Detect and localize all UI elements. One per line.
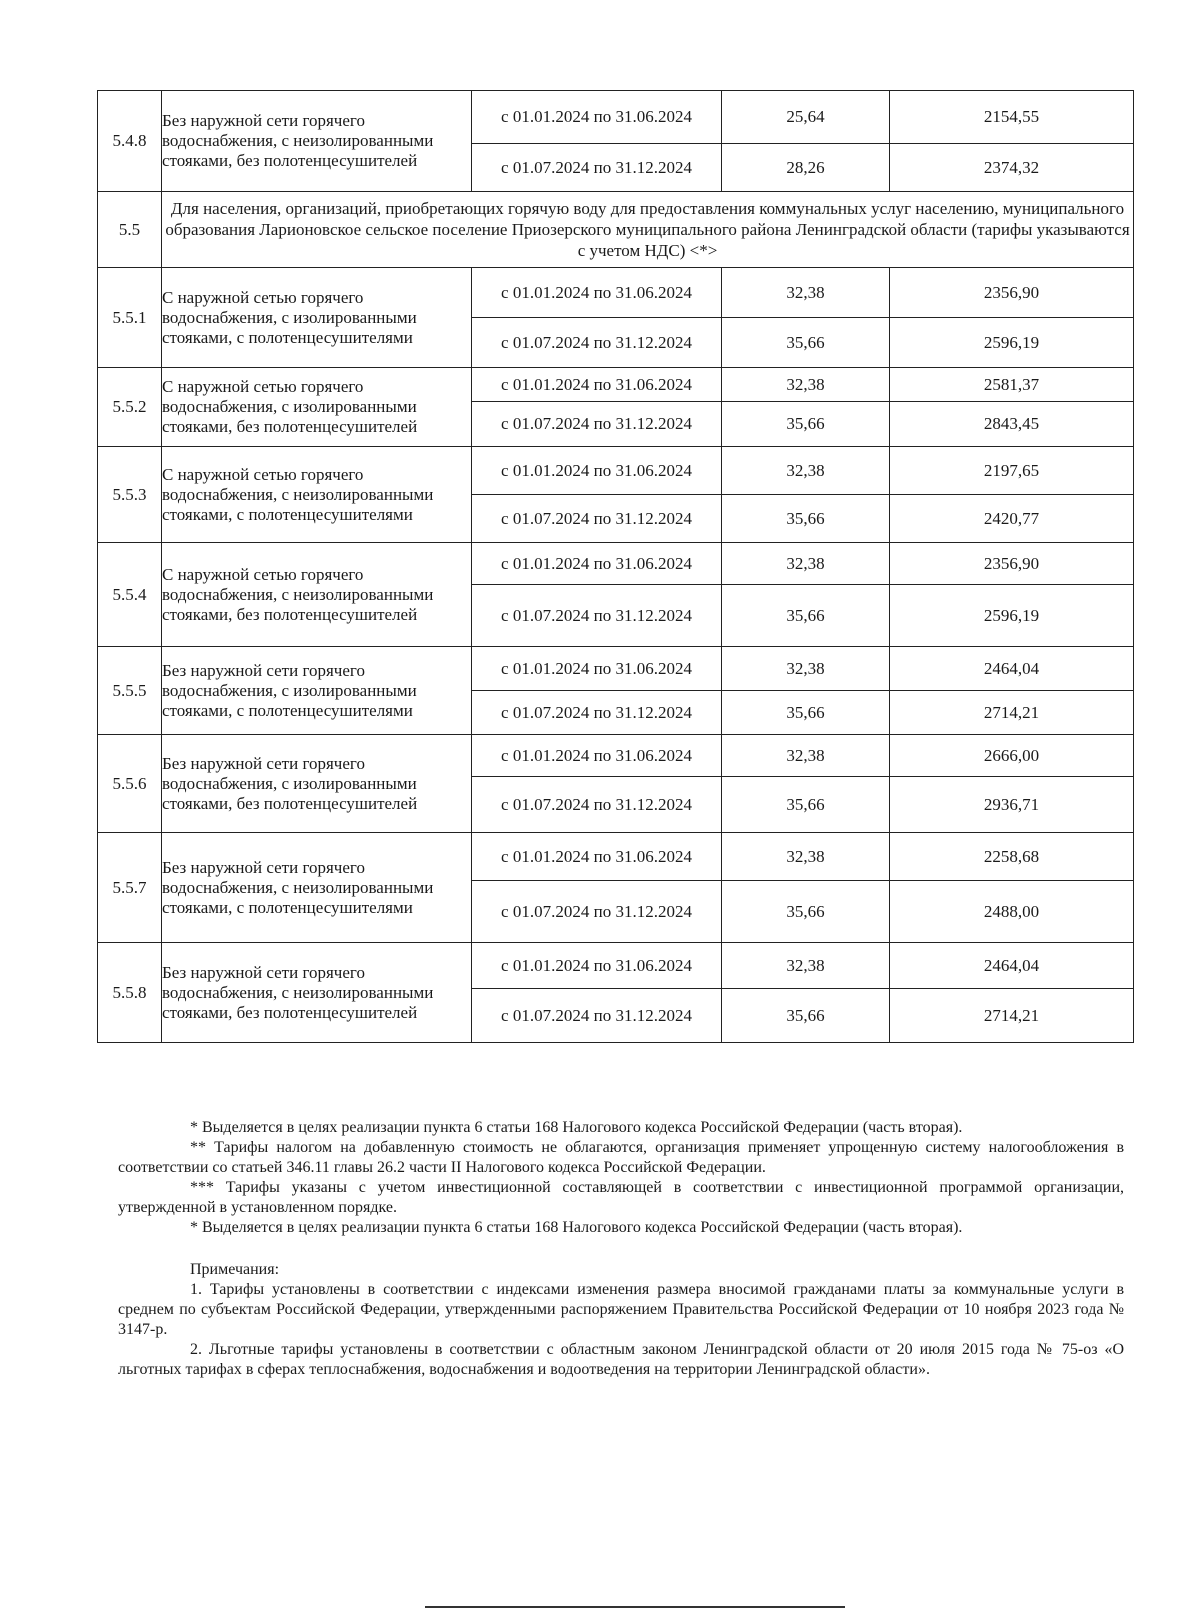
period-cell: с 01.01.2024 по 31.06.2024	[472, 91, 722, 144]
row-description: Без наружной сети горячего водоснабжения, с неизолированными стояками, без полотенцесушителей	[162, 943, 472, 1043]
row-number: 5.5.7	[98, 833, 162, 943]
value-cell: 2714,21	[890, 691, 1134, 735]
row-description: Без наружной сети горячего водоснабжения, с неизолированными стояками, с полотенцесушителями	[162, 833, 472, 943]
table-row	[98, 91, 1134, 144]
rate-cell: 35,66	[722, 585, 890, 647]
period-cell: с 01.01.2024 по 31.06.2024	[472, 368, 722, 402]
footnote-2: ** Тарифы налогом на добавленную стоимость не облагаются, организация применяет упрощенную систему налогообложения в соответствии со статьей 346.11 главы 26.2 части II Налогового кодекса Российской Федерации.	[118, 1139, 1124, 1176]
footnote-3: *** Тарифы указаны с учетом инвестиционной составляющей в соответствии с инвестиционной программой организации, утвержденной в установленном порядке.	[118, 1179, 1124, 1216]
row-description: С наружной сетью горячего водоснабжения, с изолированными стояками, без полотенцесушителей	[162, 368, 472, 447]
row-number: 5.5.2	[98, 368, 162, 447]
rate-cell: 35,66	[722, 318, 890, 368]
period-cell: с 01.07.2024 по 31.12.2024	[472, 585, 722, 647]
row-number: 5.5.1	[98, 268, 162, 368]
row-number: 5.5.6	[98, 735, 162, 833]
note-1: 1. Тарифы установлены в соответствии с индексами изменения размера вносимой гражданами платы за коммунальные услуги в среднем по субъектам Российской Федерации, утвержденными распоряжением Правительства Российской Федерации от 10 ноября 2023 года № 3147-р.	[118, 1281, 1124, 1338]
value-cell: 2666,00	[890, 735, 1134, 777]
value-cell: 2420,77	[890, 495, 1134, 543]
footnote-1: * Выделяется в целях реализации пункта 6 статьи 168 Налогового кодекса Российской Федерации (часть вторая).	[190, 1119, 963, 1136]
value-cell: 2464,04	[890, 943, 1134, 989]
period-cell: с 01.07.2024 по 31.12.2024	[472, 777, 722, 833]
period-cell: с 01.01.2024 по 31.06.2024	[472, 447, 722, 495]
rate-cell: 35,66	[722, 881, 890, 943]
bottom-rule	[425, 1606, 845, 1608]
period-cell: с 01.07.2024 по 31.12.2024	[472, 318, 722, 368]
rate-cell: 28,26	[722, 144, 890, 192]
rate-cell: 25,64	[722, 91, 890, 144]
table-row	[98, 735, 1134, 777]
value-cell: 2356,90	[890, 543, 1134, 585]
table-row	[98, 943, 1134, 989]
rate-cell: 35,66	[722, 495, 890, 543]
notes-caption: Примечания:	[190, 1261, 280, 1278]
rate-cell: 32,38	[722, 833, 890, 881]
tariff-table	[97, 90, 1134, 1043]
footnote-4: * Выделяется в целях реализации пункта 6 статьи 168 Налогового кодекса Российской Федерации (часть вторая).	[190, 1219, 963, 1236]
period-cell: с 01.01.2024 по 31.06.2024	[472, 647, 722, 691]
period-cell: с 01.07.2024 по 31.12.2024	[472, 144, 722, 192]
value-cell: 2936,71	[890, 777, 1134, 833]
row-number: 5.5.5	[98, 647, 162, 735]
value-cell: 2258,68	[890, 833, 1134, 881]
rate-cell: 35,66	[722, 402, 890, 447]
note-2: 2. Льготные тарифы установлены в соответствии с областным законом Ленинградской области от 20 июля 2015 года № 75-оз «О льготных тарифах в сферах теплоснабжения, водоснабжения и водоотведения на территории Ленинградской области».	[118, 1341, 1124, 1378]
value-cell: 2464,04	[890, 647, 1134, 691]
rate-cell: 32,38	[722, 735, 890, 777]
value-cell: 2356,90	[890, 268, 1134, 318]
value-cell: 2596,19	[890, 585, 1134, 647]
row-number: 5.5.8	[98, 943, 162, 1043]
value-cell: 2197,65	[890, 447, 1134, 495]
row-number: 5.5.4	[98, 543, 162, 647]
period-cell: с 01.01.2024 по 31.06.2024	[472, 268, 722, 318]
row-description: Без наружной сети горячего водоснабжения, с неизолированными стояками, без полотенцесушителей	[162, 91, 472, 192]
rate-cell: 35,66	[722, 777, 890, 833]
period-cell: с 01.07.2024 по 31.12.2024	[472, 691, 722, 735]
rate-cell: 35,66	[722, 989, 890, 1043]
value-cell: 2374,32	[890, 144, 1134, 192]
section-row	[98, 192, 1134, 268]
table-row	[98, 647, 1134, 691]
row-description: С наружной сетью горячего водоснабжения, с изолированными стояками, с полотенцесушителями	[162, 268, 472, 368]
row-description: Без наружной сети горячего водоснабжения, с изолированными стояками, без полотенцесушителей	[162, 735, 472, 833]
period-cell: с 01.01.2024 по 31.06.2024	[472, 833, 722, 881]
period-cell: с 01.07.2024 по 31.12.2024	[472, 989, 722, 1043]
table-row	[98, 268, 1134, 318]
value-cell: 2154,55	[890, 91, 1134, 144]
period-cell: с 01.01.2024 по 31.06.2024	[472, 943, 722, 989]
period-cell: с 01.01.2024 по 31.06.2024	[472, 543, 722, 585]
table-row	[98, 833, 1134, 881]
rate-cell: 32,38	[722, 543, 890, 585]
rate-cell: 32,38	[722, 368, 890, 402]
row-number: 5.5.3	[98, 447, 162, 543]
row-description: Без наружной сети горячего водоснабжения, с изолированными стояками, с полотенцесушителями	[162, 647, 472, 735]
table-row	[98, 447, 1134, 495]
value-cell: 2714,21	[890, 989, 1134, 1043]
rate-cell: 35,66	[722, 691, 890, 735]
rate-cell: 32,38	[722, 647, 890, 691]
section-heading: Для населения, организаций, приобретающих горячую воду для предоставления коммунальных услуг населению, муниципального образования Ларионовское сельское поселение Приозерского муниципального района Ленинградской области (тарифы указываются с учетом НДС) <*>	[162, 192, 1134, 268]
value-cell: 2596,19	[890, 318, 1134, 368]
period-cell: с 01.07.2024 по 31.12.2024	[472, 495, 722, 543]
rate-cell: 32,38	[722, 943, 890, 989]
rate-cell: 32,38	[722, 268, 890, 318]
period-cell: с 01.01.2024 по 31.06.2024	[472, 735, 722, 777]
row-number: 5.4.8	[98, 91, 162, 192]
row-description: С наружной сетью горячего водоснабжения, с неизолированными стояками, с полотенцесушителями	[162, 447, 472, 543]
table-row	[98, 543, 1134, 585]
period-cell: с 01.07.2024 по 31.12.2024	[472, 402, 722, 447]
value-cell: 2581,37	[890, 368, 1134, 402]
period-cell: с 01.07.2024 по 31.12.2024	[472, 881, 722, 943]
table-row	[98, 368, 1134, 402]
section-number: 5.5	[98, 192, 162, 268]
footnotes-block	[118, 1118, 1124, 1380]
row-description: С наружной сетью горячего водоснабжения, с неизолированными стояками, без полотенцесушителей	[162, 543, 472, 647]
value-cell: 2488,00	[890, 881, 1134, 943]
rate-cell: 32,38	[722, 447, 890, 495]
value-cell: 2843,45	[890, 402, 1134, 447]
